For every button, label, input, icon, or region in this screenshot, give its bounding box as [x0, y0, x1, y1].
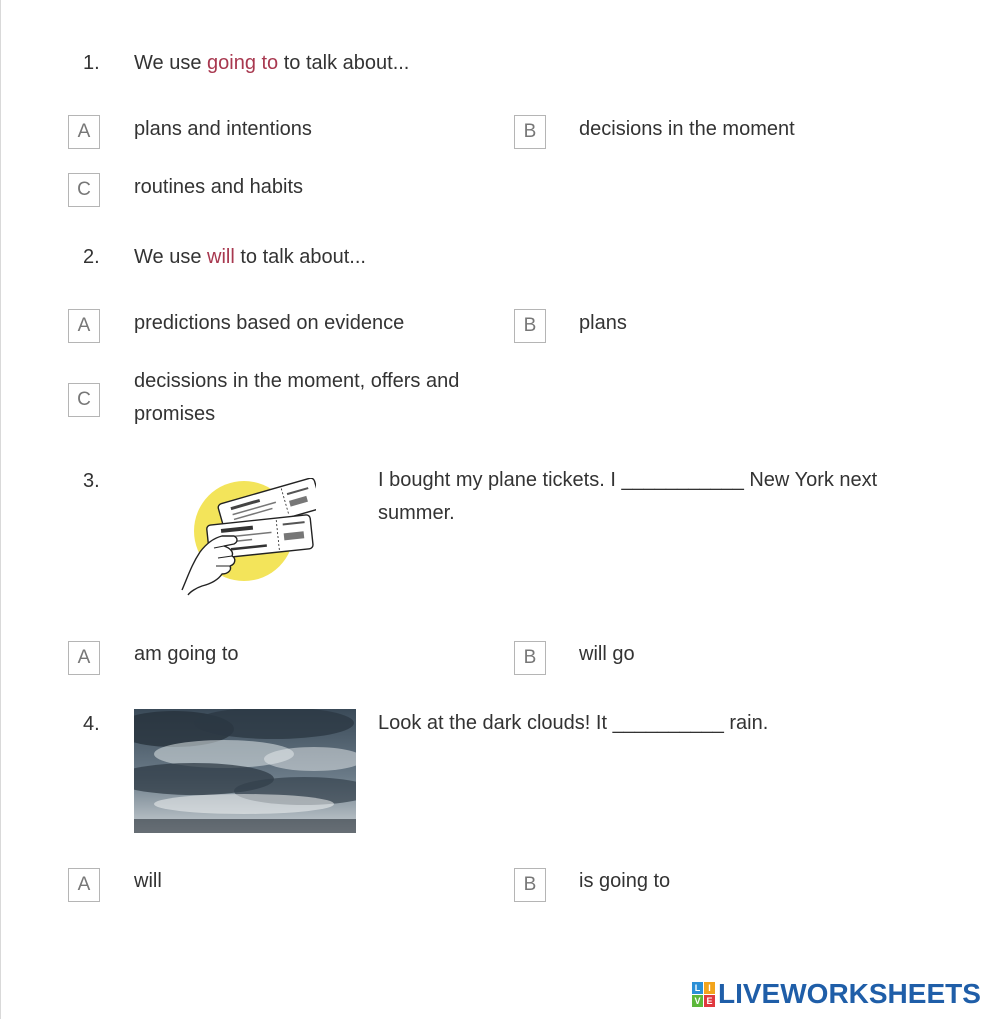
q4-option-a-text[interactable]: will [134, 870, 162, 892]
logo-tile-l: L [692, 982, 703, 994]
logo-text: LIVEWORKSHEETS [718, 978, 981, 1009]
q2-option-a-text[interactable]: predictions based on evidence [134, 312, 405, 334]
question-2-text-after: to talk about... [234, 246, 366, 268]
liveworksheets-logo[interactable] [692, 978, 981, 1010]
q1-option-c-letter[interactable]: C [68, 173, 100, 207]
q2-option-b-letter[interactable]: B [514, 309, 546, 343]
question-3-number: 3. [83, 470, 100, 492]
q1-option-c-text[interactable]: routines and habits [134, 176, 304, 198]
q4-option-b-text[interactable]: is going to [579, 870, 671, 892]
q3-option-a-letter[interactable]: A [68, 641, 100, 675]
logo-tile-i: I [704, 982, 715, 994]
question-2-text-before: We use [134, 246, 207, 268]
question-1-text [134, 50, 409, 76]
page-left-border [0, 0, 1, 1019]
plane-tickets-image [174, 478, 316, 596]
q2-option-b-text[interactable]: plans [579, 312, 627, 334]
question-1-highlight: going to [207, 52, 279, 74]
logo-tile-e: E [704, 995, 715, 1007]
logo-tile-v: V [692, 995, 703, 1007]
question-4-text: Look at the dark clouds! It __________ rain. [378, 712, 769, 734]
q3-option-b-letter[interactable]: B [514, 641, 546, 675]
question-1-text-after: to talk about... [278, 52, 410, 74]
q1-option-b-letter[interactable]: B [514, 115, 546, 149]
question-2-highlight: will [207, 246, 235, 268]
dark-clouds-image [134, 709, 356, 833]
question-4-number: 4. [83, 713, 100, 735]
q2-option-a-letter[interactable]: A [68, 309, 100, 343]
question-1-text-before: We use [134, 52, 207, 74]
q4-option-a-letter[interactable]: A [68, 868, 100, 902]
question-2-text [134, 244, 366, 270]
question-2-number: 2. [83, 246, 100, 268]
q3-option-b-text[interactable]: will go [579, 643, 635, 665]
q2-option-c-letter[interactable]: C [68, 383, 100, 417]
q1-option-a-letter[interactable]: A [68, 115, 100, 149]
question-3-text: I bought my plane tickets. I ___________ New York next summer. [378, 469, 878, 524]
q1-option-b-text[interactable]: decisions in the moment [579, 118, 795, 140]
q1-option-a-text[interactable]: plans and intentions [134, 118, 312, 140]
q3-option-a-text[interactable]: am going to [134, 643, 239, 665]
q2-option-c-text[interactable]: decissions in the moment, offers and promises [134, 370, 460, 425]
question-1-number: 1. [83, 52, 100, 74]
q4-option-b-letter[interactable]: B [514, 868, 546, 902]
logo-tiles-icon [692, 982, 715, 1007]
